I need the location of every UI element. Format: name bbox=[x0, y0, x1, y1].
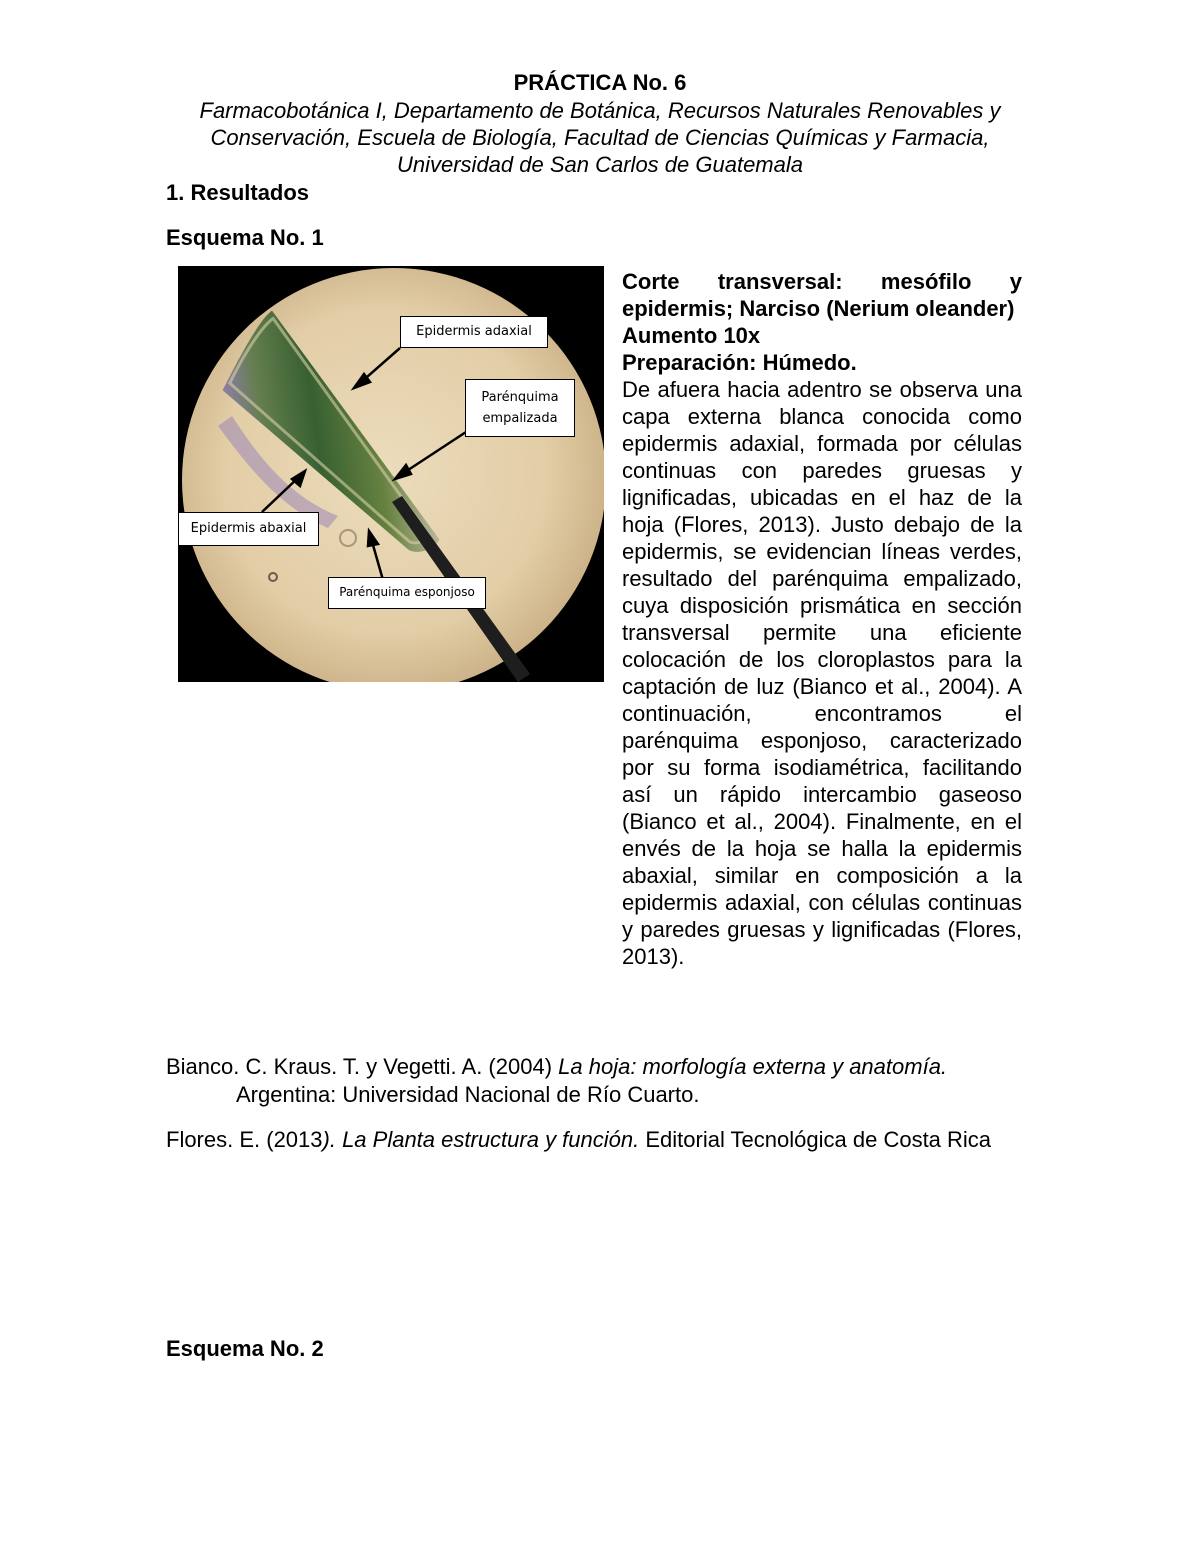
label-parenquima-empalizada: Parénquima empalizada bbox=[465, 379, 575, 437]
page-title: PRÁCTICA No. 6 bbox=[513, 70, 687, 95]
reference-item: Flores. E. (2013). La Planta estructura y función. Editorial Tecnológica de Costa Rica bbox=[166, 1127, 992, 1152]
description-body: De afuera hacia adentro se observa una capa externa blanca conocida como epidermis adaxial, formada por células continuas con paredes gruesas y lignificadas, ubicadas en el haz de la hoja (Flores, 2013). Justo debajo de la epidermis, se evidencian líneas verdes, resultado del parénquima empalizado, cuya disposición prismática en sección transversal permite una eficiente colocación de los cloroplastos para la captación de luz (Bianco et al., 2004). A continuación, encontramos el parénquima esponjoso, caracterizado por su forma isodiamétrica, facilitando así un rápido intercambio gaseoso (Bianco et al., 2004). Finalmente, en el envés de la hoja se halla la epidermis abaxial, similar en composición a la epidermis adaxial, con células continuas y paredes gruesas y lignificadas (Flores, 2013). bbox=[622, 377, 1022, 969]
label-epidermis-abaxial: Epidermis abaxial bbox=[178, 512, 319, 546]
page-subtitle: Farmacobotánica I, Departamento de Botánica, Recursos Naturales Renovables y Conservación, Escuela de Biología, Facultad de Ciencias Químicas y Farmacia, Universidad de San Carlos de Guatemala bbox=[199, 98, 1001, 177]
reference-item: Bianco. C. Kraus. T. y Vegetti. A. (2004) La hoja: morfología externa y anatomía. Argentina: Universidad Nacional de Río Cuarto. bbox=[166, 1054, 948, 1107]
references bbox=[166, 1053, 1036, 1171]
description-magnification: Aumento 10x bbox=[622, 323, 761, 348]
scheme-2-heading: Esquema No. 2 bbox=[166, 1336, 324, 1361]
description-heading: Corte transversal: mesófilo y epidermis; Narciso (Nerium oleander) bbox=[622, 269, 1022, 321]
label-parenquima-esponjoso: Parénquima esponjoso bbox=[328, 577, 486, 609]
figure-description bbox=[622, 268, 1022, 970]
label-epidermis-adaxial: Epidermis adaxial bbox=[400, 316, 548, 348]
scheme-1-heading: Esquema No. 1 bbox=[166, 225, 324, 250]
results-heading: 1. Resultados bbox=[166, 180, 310, 205]
description-preparation: Preparación: Húmedo. bbox=[622, 350, 857, 375]
